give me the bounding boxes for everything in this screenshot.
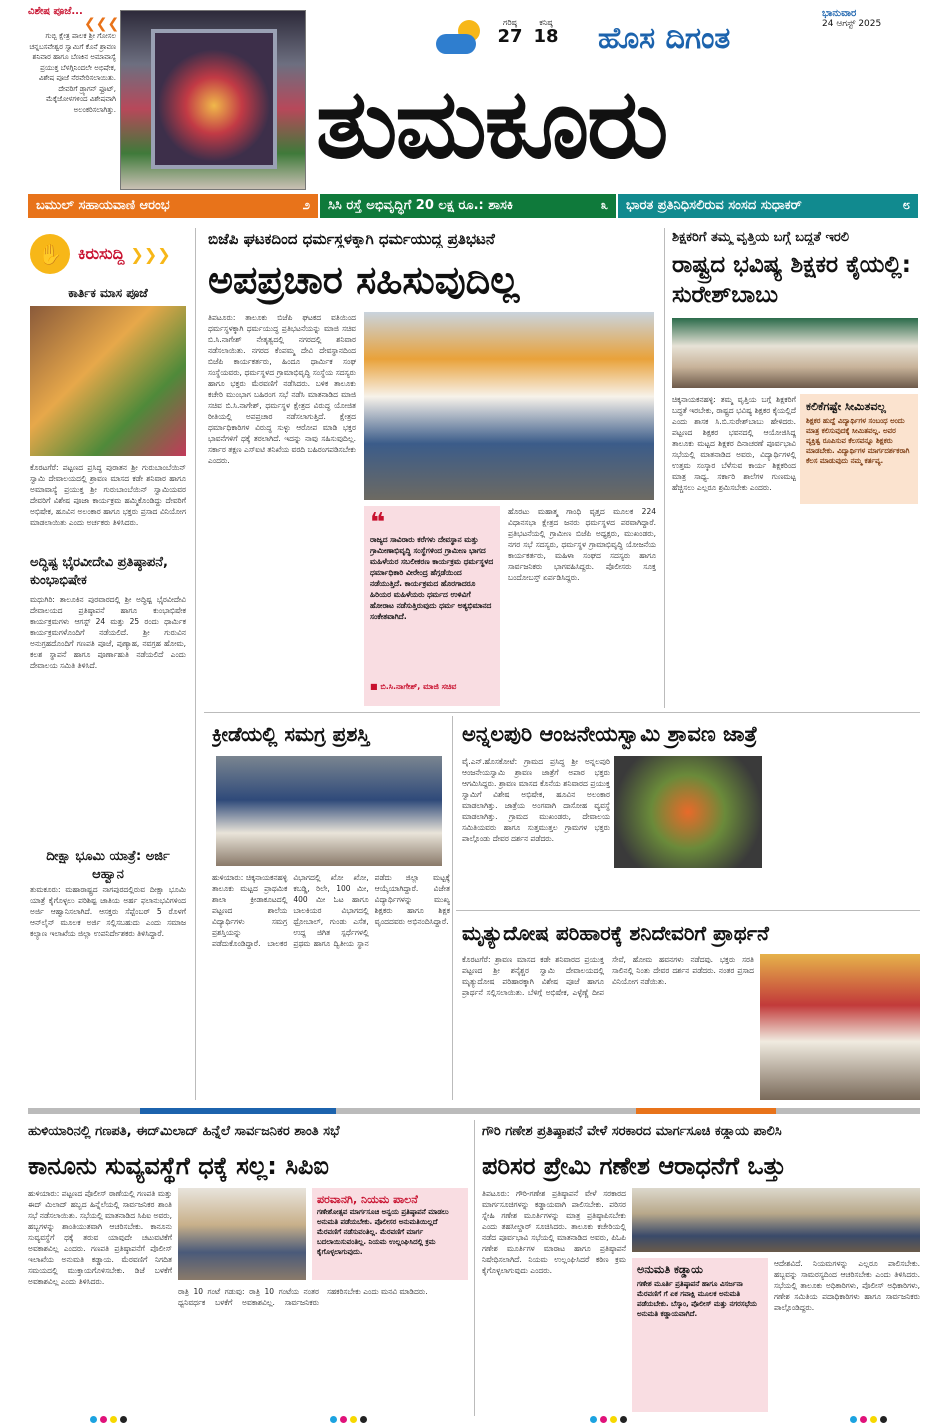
teachers-box-text: ಶಿಕ್ಷಕರ ಹುದ್ದೆ ವಿದ್ಯಾರ್ಥಿಗಳ ಸಂಬಂಧ ಅಂದು ಮಾತ್ರ ಕಲಿಸುವುದಕ್ಕೆ ಸೀಮಿತವಲ್ಲ. ಅವರ ವ್ಯಕ್ತಿತ್ವ ರೂಪಿಸುವ ಕೆಲಸವನ್ನೂ ಶಿಕ್ಷಕರು ಮಾಡಬೇಕು. ವಿದ್ಯಾರ್ಥಿಗಳ ಮಾರ್ಗದರ್ಶಕರಾಗಿ ಕೆಲಸ ಮಾಡುವುದು ನಮ್ಮ ಕರ್ತವ್ಯ. xyxy=(806,417,910,465)
bottom-left-box xyxy=(312,1188,468,1280)
hand-icon: ✋ xyxy=(30,234,70,274)
bottom-left-box-title: ಪರವಾನಗಿ, ನಿಯಮ ಪಾಲನೆ xyxy=(317,1193,418,1206)
sports-text: ಹುಳಿಯಾರು: ಚಿಕ್ಕನಾಯಕನಹಳ್ಳಿ ತಾಲೂಕು ಮಟ್ಟದ ಪ್ರಾಥಮಿಕ ಶಾಲಾ ಕ್ರೀಡಾಕೂಟದಲ್ಲಿ ಪಟ್ಟಣದ ಶಾಲೆಯ ವಿದ್ಯಾರ್ಥಿಗಳು ಸಮಗ್ರ ಪ್ರಶಸ್ತಿಯನ್ನು ಪಡೆದುಕೊಂಡಿದ್ದಾರೆ. ಬಾಲಕರ ವಿಭಾಗದಲ್ಲಿ ಖೋ ಖೋ, ಕಬಡ್ಡಿ, ರಿಲೇ, 100 ಮೀ, 400 ಮೀ ಓಟ ಹಾಗೂ ಬಾಲಕಿಯರ ವಿಭಾಗದಲ್ಲಿ ಥ್ರೋಬಾಲ್, ಗುಂಡು ಎಸೆತ, ಉದ್ದ ಜಿಗಿತ ಸ್ಪರ್ಧೆಗಳಲ್ಲಿ ಪ್ರಥಮ ಹಾಗೂ ದ್ವಿತೀಯ ಸ್ಥಾನ ಪಡೆದು ಜಿಲ್ಲಾ ಮಟ್ಟಕ್ಕೆ ಆಯ್ಕೆಯಾಗಿದ್ದಾರೆ. ವಿಜೇತ ವಿದ್ಯಾರ್ಥಿಗಳನ್ನು ಮುಖ್ಯ ಶಿಕ್ಷಕರು ಹಾಗೂ ಶಿಕ್ಷಕ ವೃಂದದವರು ಅಭಿನಂದಿಸಿದ್ದಾರೆ. xyxy=(212,873,450,948)
bottom-right-headline: ಪರಿಸರ ಪ್ರೇಮಿ ಗಣೇಶ ಆರಾಧನೆಗೆ ಒತ್ತು xyxy=(482,1152,786,1180)
shani-photo xyxy=(760,954,920,1100)
lead-divider xyxy=(664,228,665,708)
special-puja-panel xyxy=(28,6,120,190)
date-block: ಭಾನುವಾರ 24 ಆಗಸ್ಟ್ 2025 xyxy=(822,8,882,29)
registration-marks-2 xyxy=(330,1416,367,1423)
weather-min: ಕನಿಷ್ಠ 18 xyxy=(533,18,559,47)
lead-text-2: ಹೊರಟು ಮಹಾತ್ಮ ಗಾಂಧಿ ವೃತ್ತದ ಮೂಲಕ 224 ವಿಧಾನಸಭಾ ಕ್ಷೇತ್ರದ ಜನರು ಧರ್ಮಸ್ಥಳದ ಪರವಾಗಿದ್ದಾರೆ. ಪ್ರತಿಭಟನೆಯಲ್ಲಿ ಗ್ರಾಮೀಣ ಬಿಜೆಪಿ ಅಧ್ಯಕ್ಷರು, ಮುಖಂಡರು, ನಗರ ಸಭೆ ಸದಸ್ಯರು, ಧರ್ಮಸ್ಥಳ ಗ್ರಾಮಾಭಿವೃದ್ಧಿ ಯೋಜನೆಯ ಕಾರ್ಯಕರ್ತರು, ಮಹಿಳಾ ಸಂಘದ ಸದಸ್ಯರು ಹಾಗೂ ಸಾರ್ವಜನಿಕರು ಭಾಗವಹಿಸಿದ್ದರು. ಪೊಲೀಸರು ಸೂಕ್ತ ಬಂದೋಬಸ್ತ್ ಏರ್ಪಡಿಸಿದ್ದರು. xyxy=(508,507,656,582)
bottom-left-headline: ಕಾನೂನು ಸುವ್ಯವಸ್ಥೆಗೆ ಧಕ್ಕೆ ಸಲ್ಲ: ಸಿಪಿಐ xyxy=(28,1152,329,1180)
bottom-left-text-2: ರಾತ್ರಿ 10 ಗಂಟೆ ಗಡುವು: ರಾತ್ರಿ 10 ಗಂಟೆಯ ನಂತರ ಧ್ವನಿವರ್ಧಕ ಬಳಕೆಗೆ ಅವಕಾಶವಿಲ್ಲ. ಸಾರ್ವಜನಿಕರು ಸಹಕರಿಸಬೇಕು ಎಂದು ಮನವಿ ಮಾಡಿದರು. xyxy=(178,1287,428,1307)
article3-title: ದೀಕ್ಷಾ ಭೂಮಿ ಯಾತ್ರೆ: ಅರ್ಜಿ ಆಹ್ವಾನ xyxy=(46,849,170,882)
kirusuddi-label: ಕಿರುಸುದ್ದಿ xyxy=(78,244,125,263)
bottom-right-photo xyxy=(632,1188,920,1252)
section-bar xyxy=(28,1108,920,1114)
puja-photo xyxy=(30,306,186,456)
temple-photo xyxy=(120,10,306,190)
teachers-box-title: ಕಲಿಕೆಗಷ್ಟೇ ಸೀಮಿತವಲ್ಲ xyxy=(806,400,886,413)
bottom-left-box-text: ಗಣೇಶೋತ್ಸವ ಮಾರ್ಗಸೂಚಿ ಅನ್ವಯ ಪ್ರತಿಷ್ಠಾಪನೆ ಮಾಡಲು ಅನುಮತಿ ಪಡೆಯಬೇಕು. ಪೊಲೀಸರ ಅನುಮತಿಯಿಲ್ಲದೆ ಮೆರವಣಿಗೆ ನಡೆಸುವಂತಿಲ್ಲ. ಮೆರವಣಿಗೆ ಮಾರ್ಗ ಬದಲಾಯಿಸುವಂತಿಲ್ಲ. ನಿಯಮ ಉಲ್ಲಂಘಿಸಿದಲ್ಲಿ ಕ್ರಮ ಕೈಗೊಳ್ಳಲಾಗುವುದು. xyxy=(317,1208,449,1256)
lead-quote-box xyxy=(364,506,500,706)
anjaneya-text-3 xyxy=(770,756,920,904)
anjaneya-text: ವೈ.ಎನ್.ಹೊಸಕೋಟೆ: ಗ್ರಾಮದ ಪ್ರಸಿದ್ಧ ಶ್ರೀ ಅನ್ನಲಪುರಿ ಆಂಜನೇಯಸ್ವಾಮಿ ಶ್ರಾವಣ ಜಾತ್ರೆಗೆ ಅಪಾರ ಭಕ್ತರು ಆಗಮಿಸಿದ್ದರು. ಶ್ರಾವಣ ಮಾಸದ ಕೊನೆಯ ಶನಿವಾರದ ಪ್ರಯುಕ್ತ ಸ್ವಾಮಿಗೆ ವಿಶೇಷ ಅಭಿಷೇಕ, ಹೂವಿನ ಅಲಂಕಾರ ಮಾಡಲಾಗಿತ್ತು. ಜಾತ್ರೆಯ ಅಂಗವಾಗಿ ದಾಸೋಹ ವ್ಯವಸ್ಥೆ ಮಾಡಲಾಗಿತ್ತು. ಗ್ರಾಮದ ಮುಖಂಡರು, ದೇವಾಲಯ ಸಮಿತಿಯವರು ಹಾಗೂ ಸುತ್ತಮುತ್ತಲ ಗ್ರಾಮಗಳ ಭಕ್ತರು ಪಾಲ್ಗೊಂಡು ದೇವರ ದರ್ಶನ ಪಡೆದರು. xyxy=(462,757,610,843)
edition-title: ತುಮಕೂರು xyxy=(316,68,667,180)
article1-title: ಕಾರ್ತಿಕ ಮಾಸ ಪೂಜೆ xyxy=(68,286,148,300)
article2-text: ಮಧುಗಿರಿ: ತಾಲೂಕಿನ ಪುರವಾರದಲ್ಲಿ ಶ್ರೀ ಅದ್ಧಿಷ್ಟ ಭೈರವೀದೇವಿ ದೇವಾಲಯದ ಪ್ರತಿಷ್ಠಾಪನೆ ಹಾಗೂ ಕುಂಭಾಭಿಷೇಕ ಕಾರ್ಯಕ್ರಮಗಳು ಆಗಸ್ಟ್ 24 ಮತ್ತು 25 ರಂದು ಧಾರ್ಮಿಕ ಕಾರ್ಯಕ್ರಮಗಳೊಂದಿಗೆ ನಡೆಯಲಿದೆ. ಶ್ರೀ ಗುರುವಿನ ಅನುಗ್ರಹದೊಂದಿಗೆ ಗಣಪತಿ ಪೂಜೆ, ಪುಣ್ಯಾಹ, ನವಗ್ರಹ ಹೋಮ, ಕಲಶ ಸ್ಥಾಪನೆ ಹಾಗೂ ಪೂರ್ಣಾಹುತಿ ನಡೆಯಲಿದೆ ಎಂದು ದೇವಾಲಯ ಸಮಿತಿ ತಿಳಿಸಿದೆ. xyxy=(30,595,186,670)
bottom-right-text: ತಿಪಟೂರು: ಗೌರಿ-ಗಣೇಶ ಪ್ರತಿಷ್ಠಾಪನೆ ವೇಳೆ ಸರಕಾರದ ಮಾರ್ಗಸೂಚಿಗಳನ್ನು ಕಡ್ಡಾಯವಾಗಿ ಪಾಲಿಸಬೇಕು. ಪರಿಸರ ಸ್ನೇಹಿ ಗಣೇಶ ಮೂರ್ತಿಗಳನ್ನು ಮಾತ್ರ ಪ್ರತಿಷ್ಠಾಪಿಸಬೇಕು ಎಂದು ತಹಸೀಲ್ದಾರ್ ಸೂಚಿಸಿದರು. ತಾಲೂಕು ಕಚೇರಿಯಲ್ಲಿ ನಡೆದ ಪೂರ್ವಭಾವಿ ಸಭೆಯಲ್ಲಿ ಮಾತನಾಡಿದ ಅವರು, ಪಿಓಪಿ ಗಣೇಶ ಮೂರ್ತಿಗಳ ಮಾರಾಟ ಹಾಗೂ ಪ್ರತಿಷ್ಠಾಪನೆ ನಿಷೇಧಿಸಲಾಗಿದೆ. ನಿಯಮ ಉಲ್ಲಂಘಿಸಿದರೆ ಕಠಿಣ ಕ್ರಮ ಕೈಗೊಳ್ಳಲಾಗುವುದು ಎಂದರು. xyxy=(482,1189,626,1275)
shani-headline: ಮೃತ್ಯುದೋಷ ಪರಿಹಾರಕ್ಕೆ ಶನಿದೇವರಿಗೆ ಪ್ರಾರ್ಥನೆ xyxy=(462,921,769,945)
teachers-headline: ರಾಷ್ಟ್ರದ ಭವಿಷ್ಯ ಶಿಕ್ಷಕರ ಕೈಯಲ್ಲಿ: ಸುರೇಶ್‌ಬಾಬು xyxy=(672,252,911,308)
lead-kicker: ಬಿಜೆಪಿ ಘಟಕದಿಂದ ಧರ್ಮಸ್ಥಳಕ್ಕಾಗಿ ಧರ್ಮಯುದ್ಧ ಪ್ರತಿಭಟನೆ xyxy=(208,230,495,248)
sports-divider xyxy=(452,716,453,1100)
sports-headline: ಕ್ರೀಡೆಯಲ್ಲಿ ಸಮಗ್ರ ಪ್ರಶಸ್ತಿ xyxy=(212,722,370,746)
weather-max: ಗರಿಷ್ಠ 27 xyxy=(497,18,523,47)
kirusuddi-header xyxy=(30,232,186,276)
lead-text: ತಿಪಟೂರು: ತಾಲೂಕು ಬಿಜೆಪಿ ಘಟಕದ ವತಿಯಿಂದ ಧರ್ಮಸ್ಥಳಕ್ಕಾಗಿ ಧರ್ಮಯುದ್ಧ ಪ್ರತಿಭಟನೆಯನ್ನು ಮಾಜಿ ಸಚಿವ ಬಿ.ಸಿ.ನಾಗೇಶ್ ನೇತೃತ್ವದಲ್ಲಿ ನಗರದಲ್ಲಿ ಶನಿವಾರ ನಡೆಸಲಾಯಿತು. ನಗರದ ಕೆಂಪಮ್ಮ ದೇವಿ ದೇವಸ್ಥಾನದಿಂದ ಬಿಜೆಪಿ ಕಾರ್ಯಕರ್ತರು, ಹಿಂದೂ ಧಾರ್ಮಿಕ ಸಂಘ ಸಂಸ್ಥೆಯವರು, ಧರ್ಮಸ್ಥಳದ ಗ್ರಾಮಾಭಿವೃದ್ಧಿ ಸಂಸ್ಥೆಯ ಸದಸ್ಯರು ಹಾಗೂ ಭಕ್ತರು ಮೆರವಣಿಗೆ ನಡೆಸಿದರು. ಬಳಿಕ ತಾಲೂಕು ಕಚೇರಿ ಮುಂಭಾಗ ಬಹಿರಂಗ ಸಭೆ ನಡೆಸಿ ಮಾತನಾಡಿದ ಮಾಜಿ ಸಚಿವ ಬಿ.ಸಿ.ನಾಗೇಶ್, ಧರ್ಮಸ್ಥಳ ಕ್ಷೇತ್ರದ ವಿರುದ್ಧ ಯೋಜಿತ ರೀತಿಯಲ್ಲಿ ಅಪಪ್ರಚಾರ ನಡೆಸಲಾಗುತ್ತಿದೆ. ಕ್ಷೇತ್ರದ ಧರ್ಮಾಧಿಕಾರಿಗಳ ವಿರುದ್ಧ ಸುಳ್ಳು ಆರೋಪ ಮಾಡಿ ಭಕ್ತರ ಭಾವನೆಗಳಿಗೆ ಧಕ್ಕೆ ತರಲಾಗಿದೆ. ಇದನ್ನು ನಾವು ಸಹಿಸುವುದಿಲ್ಲ. ಸರ್ಕಾರ ತಕ್ಷಣ ಎಸ್‌ಐಟಿ ತನಿಖೆಯ ವರದಿ ಬಹಿರಂಗಪಡಿಸಬೇಕು ಎಂದರು. xyxy=(208,313,356,465)
teaser-strip xyxy=(28,194,918,218)
left-column-divider xyxy=(195,228,196,1100)
bottom-right-kicker: ಗೌರಿ ಗಣೇಶ ಪ್ರತಿಷ್ಠಾಪನೆ ವೇಳೆ ಸರಕಾರದ ಮಾರ್ಗಸೂಚಿ ಕಡ್ಡಾಯ ಪಾಲಿಸಿ xyxy=(482,1124,782,1139)
paper-logo: ಹೊಸ ದಿಗಂತ xyxy=(598,21,731,56)
bottom-right-box-text: ಗಣೇಶ ಮೂರ್ತಿ ಪ್ರತಿಷ್ಠಾಪನೆ ಹಾಗೂ ವಿಸರ್ಜನಾ ಮೆರವಣಿಗೆ ಗೆ ಏಕ ಗವಾಕ್ಷಿ ಮೂಲಕ ಅನುಮತಿ ಪಡೆಯಬೇಕು. ಬೆಸ್ಕಾಂ, ಪೊಲೀಸ್ ಮತ್ತು ನಗರಸಭೆಯ ಅನುಮತಿ ಕಡ್ಡಾಯವಾಗಿದೆ. xyxy=(637,1280,757,1318)
anjaneya-text-2 xyxy=(614,872,762,904)
registration-marks xyxy=(90,1416,127,1423)
chevron-left-icon: ❮❮❮ xyxy=(84,16,120,32)
anjaneya-photo xyxy=(614,756,762,868)
article2-title: ಅದ್ಧಿಷ್ಟ ಭೈರವೀದೇವಿ ಪ್ರತಿಷ್ಠಾಪನೆ, ಕುಂಭಾಭಿಷೇಕ xyxy=(30,555,168,588)
teachers-text: ಚಿಕ್ಕನಾಯಕನಹಳ್ಳಿ: ತಮ್ಮ ವೃತ್ತಿಯ ಬಗ್ಗೆ ಶಿಕ್ಷಕರಿಗೆ ಬದ್ಧತೆ ಇರಬೇಕು, ರಾಷ್ಟ್ರದ ಭವಿಷ್ಯ ಶಿಕ್ಷಕರ ಕೈಯಲ್ಲಿದೆ ಎಂದು ಶಾಸಕ ಸಿ.ಬಿ.ಸುರೇಶ್‌ಬಾಬು ಹೇಳಿದರು. ಪಟ್ಟಣದ ಶಿಕ್ಷಕರ ಭವನದಲ್ಲಿ ಆಯೋಜಿಸಿದ್ದ ತಾಲೂಕು ಮಟ್ಟದ ಶಿಕ್ಷಕರ ದಿನಾಚರಣೆ ಪೂರ್ವಭಾವಿ ಸಭೆಯಲ್ಲಿ ಮಾತನಾಡಿದ ಅವರು, ವಿದ್ಯಾರ್ಥಿಗಳಲ್ಲಿ ಉತ್ತಮ ಸಂಸ್ಕಾರ ಬೆಳೆಸುವ ಕಾರ್ಯ ಶಿಕ್ಷಕರಿಂದ ಮಾತ್ರ ಸಾಧ್ಯ. ಸರ್ಕಾರಿ ಶಾಲೆಗಳ ಗುಣಮಟ್ಟ ಹೆಚ್ಚಿಸಲು ಎಲ್ಲರೂ ಶ್ರಮಿಸಬೇಕು ಎಂದರು. xyxy=(672,395,796,492)
article1-text: ಕೊರಟಗೆರೆ: ಪಟ್ಟಣದ ಪ್ರಸಿದ್ಧ ಪುರಾತನ ಶ್ರೀ ಗುರುಬಾಂಬೆಯಿನ್ ಸ್ವಾಮಿ ದೇವಾಲಯದಲ್ಲಿ ಶ್ರಾವಣ ಮಾಸದ ಕಡೇ ಶನಿವಾರ ಹಾಗೂ ಅಮಾವಾಸ್ಯೆ ಪ್ರಯುಕ್ತ ಶ್ರೀ ಗುರುಬಾಂಬೆಯಿನ್ ಸ್ವಾಮಿಯವರ ದೇವರಿಗೆ ವಿಶೇಷ ಪೂಜಾ ಕಾರ್ಯಕ್ರಮ ಹಮ್ಮಿಕೊಂಡಿದ್ದು ದೇವರಿಗೆ ಅಭಿಷೇಕ, ಹೂವಿನ ಅಲಂಕಾರ ಹಾಗೂ ಭಕ್ತರು ಪ್ರಸಾದ ವಿನಿಯೋಗ ಮಾಡಲಾಯಿತು ಎಂದು ಅರ್ಚಕರು ತಿಳಿಸಿದರು. xyxy=(30,463,186,527)
special-puja-label: ವಿಶೇಷ ಪೂಜೆ... xyxy=(28,6,83,17)
mid-rule xyxy=(204,712,920,713)
article3-text: ತುಮಕೂರು: ಮಹಾರಾಷ್ಟ್ರದ ನಾಗಪುರದಲ್ಲಿರುವ ದೀಕ್ಷಾ ಭೂಮಿ ಯಾತ್ರೆ ಕೈಗೊಳ್ಳಲು ಪರಿಶಿಷ್ಟ ಜಾತಿಯ ಅರ್ಹ ಫಲಾನುಭವಿಗಳಿಂದ ಅರ್ಜಿ ಆಹ್ವಾನಿಸಲಾಗಿದೆ. ಆಸಕ್ತರು ಸೆಪ್ಟೆಂಬರ್ 5 ರೊಳಗೆ ಆನ್‌ಲೈನ್ ಮೂಲಕ ಅರ್ಜಿ ಸಲ್ಲಿಸಬಹುದು ಎಂದು ಸಮಾಜ ಕಲ್ಯಾಣ ಇಲಾಖೆಯ ಜಿಲ್ಲಾ ಉಪನಿರ್ದೇಶಕರು ತಿಳಿಸಿದ್ದಾರೆ. xyxy=(30,885,186,938)
bottom-divider xyxy=(474,1120,475,1416)
bottom-right-box xyxy=(632,1258,768,1412)
teachers-photo xyxy=(672,318,918,388)
anjaneya-headline: ಅನ್ನಲಪುರಿ ಆಂಜನೇಯಸ್ವಾಮಿ ಶ್ರಾವಣ ಜಾತ್ರೆ xyxy=(462,722,758,746)
quote-icon: ❝ xyxy=(370,508,386,538)
registration-marks-4 xyxy=(850,1416,887,1423)
protest-photo xyxy=(364,312,654,500)
quote-text: ರಾಜ್ಯದ ಸಾವಿರಾರು ಕರೆಗಳು ದೇವಸ್ಥಾನ ಮತ್ತು ಗ್ರಾಮೀಣಾಭಿವೃದ್ಧಿ ಸಂಸ್ಥೆಗಳಿಂದ ಗ್ರಾಮೀಣ ಭಾಗದ ಮಹಿಳೆಯರ ಸಬಲೀಕರಣ ಕಾರ್ಯಕ್ರಮ ಧರ್ಮಸ್ಥಳದ ಧರ್ಮಾಧಿಕಾರಿ ವೀರೇಂದ್ರ ಹೆಗ್ಗಡೆಯಿಂದ ನಡೆಯುತ್ತಿದೆ. ಕಾರ್ಯಕ್ರಮದ ಹೊರಗಾದರೂ ಹಿರಿಯರ ಮಹಿಳೆಯರು ಧರ್ಮದ ಉಳಿವಿಗೆ ಹೋರಾಟ ನಡೆಸುತ್ತಿರುವುದು ಧರ್ಮ ಅತ್ಯಭಿಮಾನದ ಸಂಕೇತವಾಗಿದೆ. xyxy=(370,535,494,621)
registration-marks-3 xyxy=(590,1416,627,1423)
teaser-2[interactable]: ಸಿಸಿ ರಸ್ತೆ ಅಭಿವೃದ್ಧಿಗೆ 20 ಲಕ್ಷ ರೂ.: ಶಾಸಕಿ ೩ xyxy=(320,194,616,218)
teaser-1[interactable]: ಬಮುಲ್ ಸಹಾಯವಾಣಿ ಆರಂಭ ೨ xyxy=(28,194,318,218)
sports-photo xyxy=(216,756,442,866)
shani-text: ಕೊರಟಗೆರೆ: ಶ್ರಾವಣ ಮಾಸದ ಕಡೇ ಶನಿವಾರದ ಪ್ರಯುಕ್ತ ಪಟ್ಟಣದ ಶ್ರೀ ಶನೈಶ್ಚರ ಸ್ವಾಮಿ ದೇವಾಲಯದಲ್ಲಿ ಮೃತ್ಯುದೋಷ ಪರಿಹಾರಕ್ಕಾಗಿ ವಿಶೇಷ ಪೂಜೆ ಹಾಗೂ ಪ್ರಾರ್ಥನೆ ಸಲ್ಲಿಸಲಾಯಿತು. ಬೆಳಿಗ್ಗೆ ಅಭಿಷೇಕ, ಎಳ್ಳೆಣ್ಣೆ ದೀಪ ಸೇವೆ, ಹೋಮ ಹವನಗಳು ನಡೆದವು. ಭಕ್ತರು ಸರತಿ ಸಾಲಿನಲ್ಲಿ ನಿಂತು ದೇವರ ದರ್ಶನ ಪಡೆದರು. ನಂತರ ಪ್ರಸಾದ ವಿನಿಯೋಗ ನಡೆಯಿತು. xyxy=(462,955,754,997)
teachers-box xyxy=(800,394,918,504)
bottom-left-photo xyxy=(178,1188,306,1280)
teaser-3[interactable]: ಭಾರತ ಪ್ರತಿನಿಧಿಸಲಿರುವ ಸಂಸದ ಸುಧಾಕರ್ ೮ xyxy=(618,194,918,218)
bottom-left-kicker: ಹುಳಿಯಾರಿನಲ್ಲಿ ಗಣಪತಿ, ಈದ್‌ಮಿಲಾದ್ ಹಿನ್ನೆಲೆ ಸಾರ್ವಜನಿಕರ ಶಾಂತಿ ಸಭೆ xyxy=(28,1124,340,1139)
bottom-right-text-2: ಆದೇಶವಿದೆ. ನಿಯಮಗಳನ್ನು ಎಲ್ಲರೂ ಪಾಲಿಸಬೇಕು. ಹಬ್ಬವನ್ನು ಸಾಮರಸ್ಯದಿಂದ ಆಚರಿಸಬೇಕು ಎಂದು ತಿಳಿಸಿದರು. ಸಭೆಯಲ್ಲಿ ತಾಲೂಕು ಅಧಿಕಾರಿಗಳು, ಪೊಲೀಸ್ ಅಧಿಕಾರಿಗಳು, ಗಣೇಶ ಸಮಿತಿಯ ಪದಾಧಿಕಾರಿಗಳು ಹಾಗೂ ಸಾರ್ವಜನಿಕರು ಪಾಲ್ಗೊಂಡಿದ್ದರು. xyxy=(774,1259,920,1312)
lead-headline: ಅಪಪ್ರಚಾರ ಸಹಿಸುವುದಿಲ್ಲ xyxy=(208,258,520,302)
quote-by: ■ ಬಿ.ಸಿ.ನಾಗೇಶ್, ಮಾಜಿ ಸಚಿವ xyxy=(370,682,457,691)
shani-rule xyxy=(456,910,920,911)
teachers-kicker: ಶಿಕ್ಷಕರಿಗೆ ತಮ್ಮ ವೃತ್ತಿಯ ಬಗ್ಗೆ ಬದ್ಧತೆ ಇರಲಿ xyxy=(672,230,850,245)
chevron-right-icon: ❯❯❯ xyxy=(130,244,171,264)
weather-icon xyxy=(436,20,486,60)
bottom-left-text: ಹುಳಿಯಾರು: ಪಟ್ಟಣದ ಪೊಲೀಸ್ ಠಾಣೆಯಲ್ಲಿ ಗಣಪತಿ ಮತ್ತು ಈದ್ ಮಿಲಾದ್ ಹಬ್ಬದ ಹಿನ್ನೆಲೆಯಲ್ಲಿ ಸಾರ್ವಜನಿಕರ ಶಾಂತಿ ಸಭೆ ನಡೆಸಲಾಯಿತು. ಸಭೆಯಲ್ಲಿ ಮಾತನಾಡಿದ ಸಿಪಿಐ ಅವರು, ಹಬ್ಬಗಳನ್ನು ಶಾಂತಿಯುತವಾಗಿ ಆಚರಿಸಬೇಕು. ಕಾನೂನು ಸುವ್ಯವಸ್ಥೆಗೆ ಧಕ್ಕೆ ತರುವ ಯಾವುದೇ ಚಟುವಟಿಕೆಗೆ ಅವಕಾಶವಿಲ್ಲ ಎಂದರು. ಗಣಪತಿ ಪ್ರತಿಷ್ಠಾಪನೆಗೆ ಪೊಲೀಸ್ ಇಲಾಖೆಯ ಅನುಮತಿ ಕಡ್ಡಾಯ. ಮೆರವಣಿಗೆ ನಿಗದಿತ ಸಮಯದಲ್ಲಿ ಮುಕ್ತಾಯಗೊಳಿಸಬೇಕು. ಡಿಜೆ ಬಳಕೆಗೆ ಅವಕಾಶವಿಲ್ಲ ಎಂದು ತಿಳಿಸಿದರು. xyxy=(28,1189,172,1286)
special-puja-text: ಗುಬ್ಬಿ ಕ್ಷೇತ್ರ ಪಾಲಕ ಶ್ರೀ ಗೋಸಲ ಚನ್ನಬಸವೇಶ್ವರ ಸ್ವಾಮಿಗೆ ಕೊನೆ ಶ್ರಾವಣ ಶನಿವಾರ ಹಾಗೂ ಬೆಣಕಿನ ಅಮಾವಾಸ್ಯೆ ಪ್ರಯುಕ್ತ ಬೆಳಗ್ಗಿನಿಂದಲೇ ಅಭಿಷೇಕ, ವಿಶೇಷ ಪೂಜೆ ನೆರವೇರಿಸಲಾಯಿತು. ದೇವರಿಗೆ ಡ್ರ್ಯಾಗನ್ ಫ್ರೂಟ್, ಮೆಕ್ಕೆಜೋಳಗಳಿಂದ ವಿಶೇಷವಾಗಿ ಅಲಂಕರಿಸಲಾಗಿತ್ತು. xyxy=(29,32,116,114)
bottom-right-box-title: ಅನುಮತಿ ಕಡ್ಡಾಯ xyxy=(637,1263,703,1276)
